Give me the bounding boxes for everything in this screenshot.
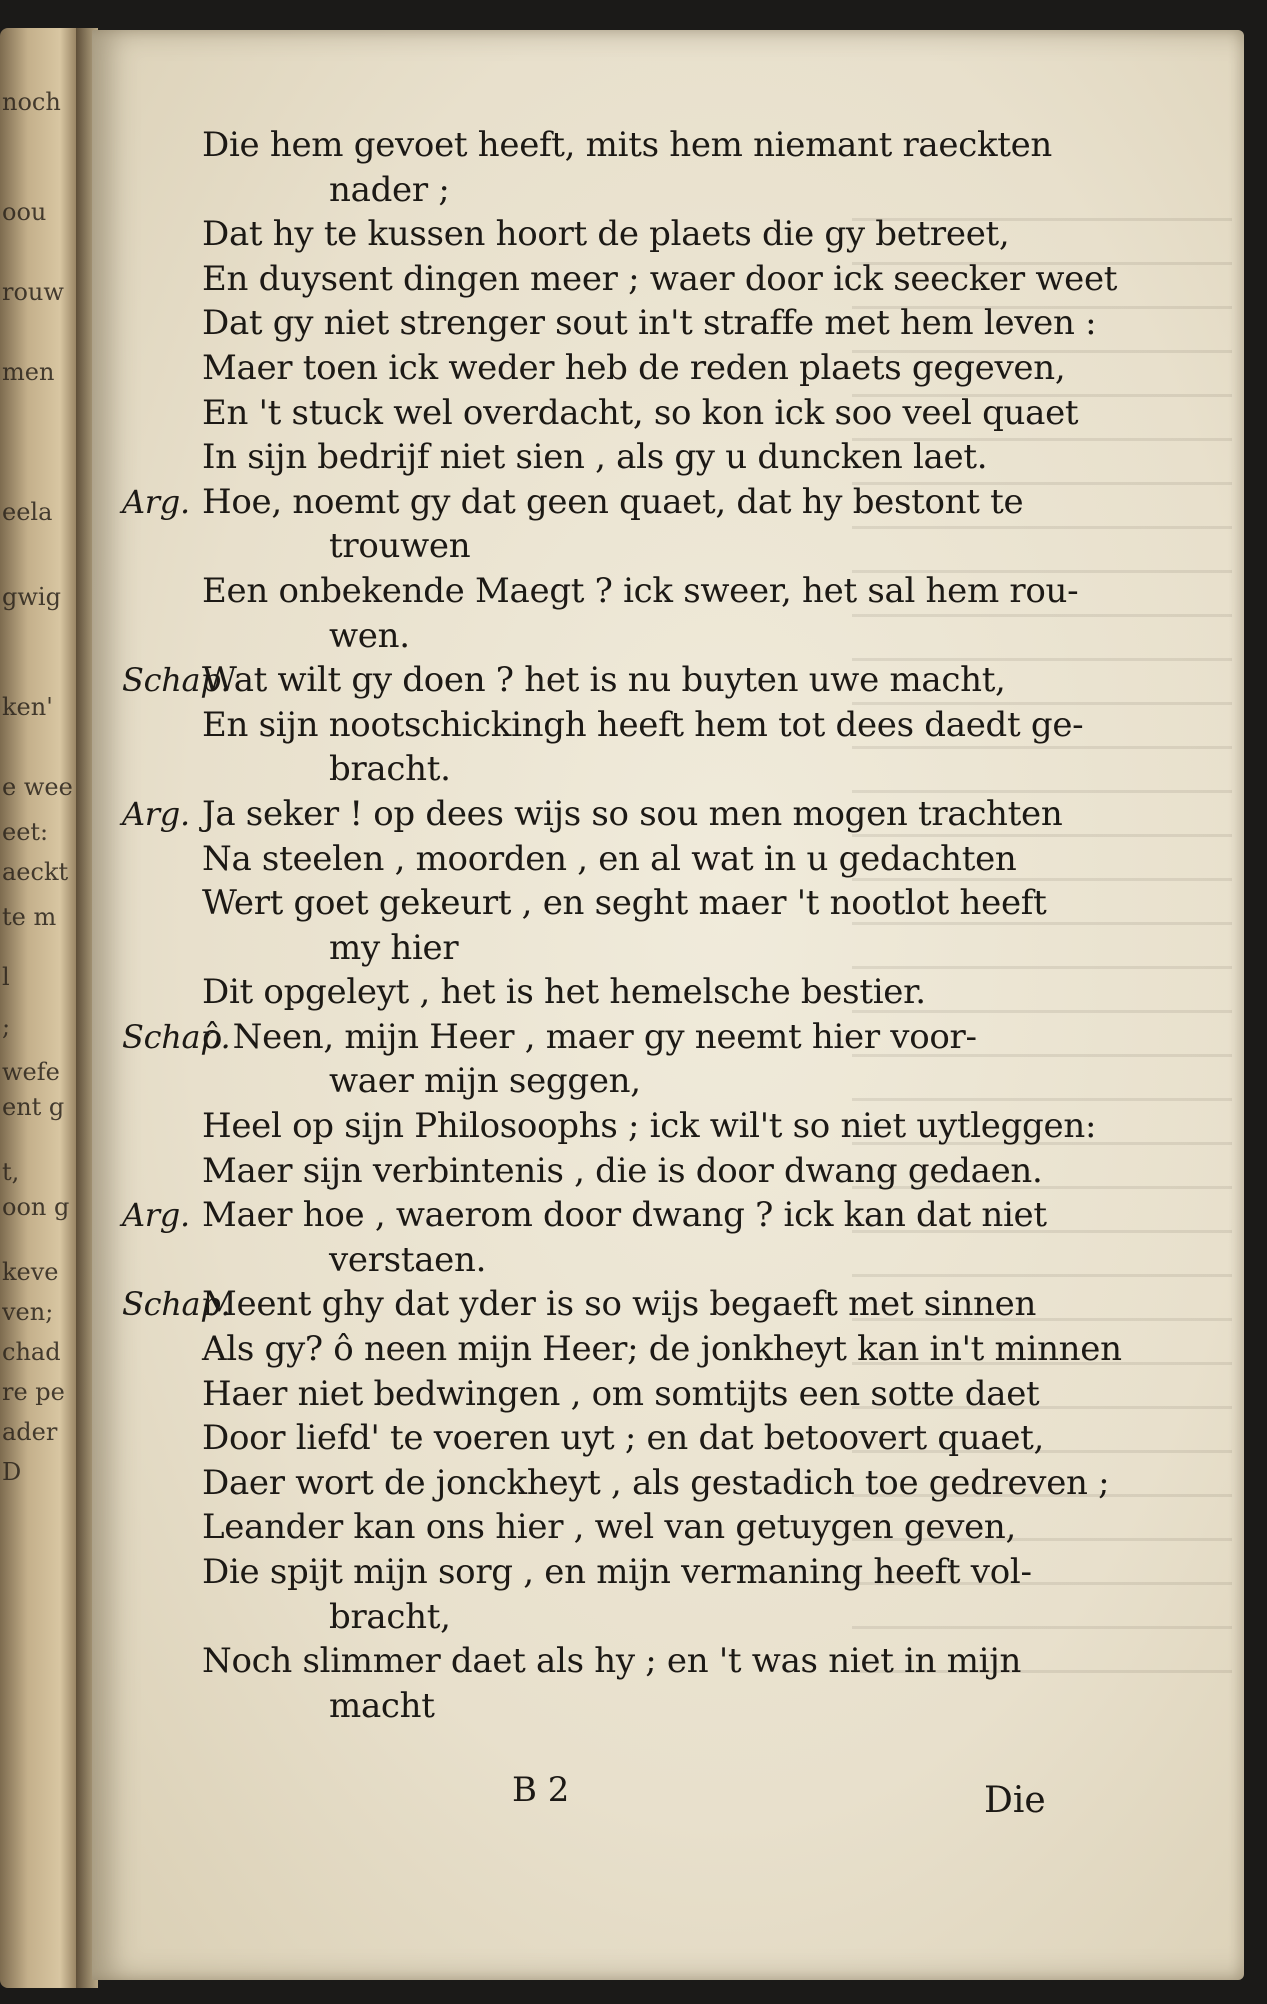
verse-line	[122, 658, 1192, 703]
verse-text: Maer hoe , waerom door dwang ? ick kan dat niet	[202, 1195, 1047, 1236]
verse-text: bracht.	[329, 749, 451, 790]
facing-page-fragment: l	[2, 963, 10, 991]
verse-text: waer mijn seggen,	[329, 1061, 641, 1102]
verse-text: Maer sijn verbintenis , die is door dwang gedaen.	[202, 1150, 1043, 1191]
verse-text: En sijn nootschickingh heeft hem tot dees daedt ge-	[202, 704, 1084, 745]
verse-text: Als gy? ô neen mijn Heer; de jonkheyt kan in't minnen	[202, 1329, 1122, 1370]
verse-line	[122, 524, 1192, 569]
verse-line	[122, 1149, 1192, 1194]
facing-page-fragment: keve	[2, 1258, 59, 1286]
verse-block	[122, 123, 1192, 1728]
facing-page-fragment: e wee	[2, 773, 73, 801]
verse-line	[122, 703, 1192, 748]
verse-line	[122, 1461, 1192, 1506]
speaker-label: Arg.	[122, 482, 190, 521]
verse-line	[122, 1639, 1192, 1684]
facing-page-fragment: ken'	[2, 693, 53, 721]
speaker-label: Arg.	[122, 794, 190, 833]
verse-text: Dat hy te kussen hoort de plaets die gy betreet,	[202, 214, 1010, 255]
facing-page-fragment: t,	[2, 1158, 20, 1186]
verse-text: Noch slimmer daet als hy ; en 't was niet in mijn	[202, 1641, 1022, 1682]
verse-text: In sijn bedrijf niet sien , als gy u duncken laet.	[202, 437, 988, 478]
facing-page-edge	[0, 28, 80, 1988]
facing-page-fragment: ven;	[2, 1298, 54, 1326]
verse-line	[122, 480, 1192, 525]
facing-page-fragment: oon g	[2, 1193, 70, 1221]
signature-mark: B 2	[512, 1770, 570, 1810]
verse-text: Meent ghy dat yder is so wijs begaeft met sinnen	[202, 1284, 1037, 1325]
facing-page-fragment: D	[2, 1458, 22, 1486]
catchword: Die	[984, 1780, 1046, 1821]
verse-line	[122, 881, 1192, 926]
facing-page-fragment: ;	[2, 1013, 11, 1041]
speaker-label: Schap.	[122, 1285, 231, 1324]
facing-page-fragment: ader	[2, 1418, 58, 1446]
facing-page-fragment: oou	[2, 198, 47, 226]
verse-text: ô Neen, mijn Heer , maer gy neemt hier voor-	[202, 1016, 977, 1057]
verse-text: Die hem gevoet heeft, mits hem niemant raeckten	[202, 125, 1053, 165]
book-page	[92, 30, 1244, 1980]
verse-text: Hoe, noemt gy dat geen quaet, dat hy bestont te	[202, 481, 1024, 522]
verse-line	[122, 1416, 1192, 1461]
verse-line	[122, 301, 1192, 346]
verse-text: trouwen	[329, 526, 471, 567]
facing-page-fragment: eela	[2, 498, 53, 526]
verse-line	[122, 747, 1192, 792]
facing-page-fragment: gwig	[2, 583, 61, 611]
facing-page-fragment: eet:	[2, 818, 49, 846]
verse-line	[122, 391, 1192, 436]
verse-line	[122, 1595, 1192, 1640]
verse-line	[122, 569, 1192, 614]
verse-text: Een onbekende Maegt ? ick sweer, het sal hem rou-	[202, 570, 1079, 611]
verse-text: Dit opgeleyt , het is het hemelsche bestier.	[202, 972, 926, 1013]
facing-page-fragment: noch	[2, 88, 61, 116]
verse-line	[122, 1550, 1192, 1595]
verse-line	[122, 346, 1192, 391]
verse-text: Door liefd' te voeren uyt ; en dat betoovert quaet,	[202, 1418, 1045, 1459]
verse-line	[122, 1193, 1192, 1238]
verse-line	[122, 212, 1192, 257]
verse-line	[122, 1015, 1192, 1060]
speaker-label: Schap.	[122, 661, 231, 700]
verse-text: nader ;	[329, 169, 450, 210]
verse-text: wen.	[329, 615, 410, 656]
speaker-label: Arg.	[122, 1196, 190, 1235]
verse-line	[122, 1104, 1192, 1149]
facing-page-fragment: re pe	[2, 1378, 65, 1406]
facing-page-fragment: men	[2, 358, 55, 386]
facing-page-fragment: aeckt	[2, 858, 69, 886]
verse-text: bracht,	[329, 1596, 451, 1637]
verse-text: my hier	[329, 927, 459, 968]
verse-line	[122, 837, 1192, 882]
verse-text: Wat wilt gy doen ? het is nu buyten uwe macht,	[202, 660, 1006, 701]
verse-line	[122, 614, 1192, 659]
verse-line	[122, 1684, 1192, 1729]
verse-line	[122, 1059, 1192, 1104]
verse-line	[122, 1282, 1192, 1327]
verse-line	[122, 1372, 1192, 1417]
verse-text: Haer niet bedwingen , om somtijts een sotte daet	[202, 1373, 1040, 1414]
speaker-label: Schap.	[122, 1017, 231, 1056]
verse-line	[122, 1238, 1192, 1283]
verse-line	[122, 435, 1192, 480]
verse-line	[122, 1327, 1192, 1372]
verse-line	[122, 970, 1192, 1015]
verse-text: En duysent dingen meer ; waer door ick seecker weet	[202, 258, 1118, 299]
verse-text: Maer toen ick weder heb de reden plaets gegeven,	[202, 347, 1066, 388]
verse-text: Ja seker ! op dees wijs so sou men mogen trachten	[202, 793, 1063, 834]
verse-text: Wert goet gekeurt , en seght maer 't nootlot heeft	[202, 883, 1047, 924]
verse-line	[122, 926, 1192, 971]
verse-text: Heel op sijn Philosoophs ; ick wil't so niet uytleggen:	[202, 1106, 1097, 1147]
verse-line	[122, 792, 1192, 837]
verse-text: Leander kan ons hier , wel van getuygen geven,	[202, 1507, 1017, 1548]
verse-text: verstaen.	[329, 1239, 487, 1280]
verse-text: macht	[329, 1685, 435, 1726]
facing-page-fragment: chad	[2, 1338, 61, 1366]
verse-line	[122, 257, 1192, 302]
verse-text: En 't stuck wel overdacht, so kon ick soo veel quaet	[202, 392, 1079, 433]
verse-line	[122, 123, 1192, 168]
facing-page-fragment: ent g	[2, 1093, 65, 1121]
verse-text: Daer wort de jonckheyt , als gestadich toe gedreven ;	[202, 1462, 1110, 1503]
verse-text: Die spijt mijn sorg , en mijn vermaning heeft vol-	[202, 1552, 1032, 1592]
verse-line	[122, 1505, 1192, 1550]
verse-text: Dat gy niet strenger sout in't straffe met hem leven :	[202, 303, 1097, 344]
facing-page-fragment: te m	[2, 903, 57, 931]
verse-line	[122, 168, 1192, 213]
facing-page-fragment: rouw	[2, 278, 64, 306]
facing-page-fragment: wefe	[2, 1058, 60, 1086]
verse-text: Na steelen , moorden , en al wat in u gedachten	[202, 838, 1017, 879]
